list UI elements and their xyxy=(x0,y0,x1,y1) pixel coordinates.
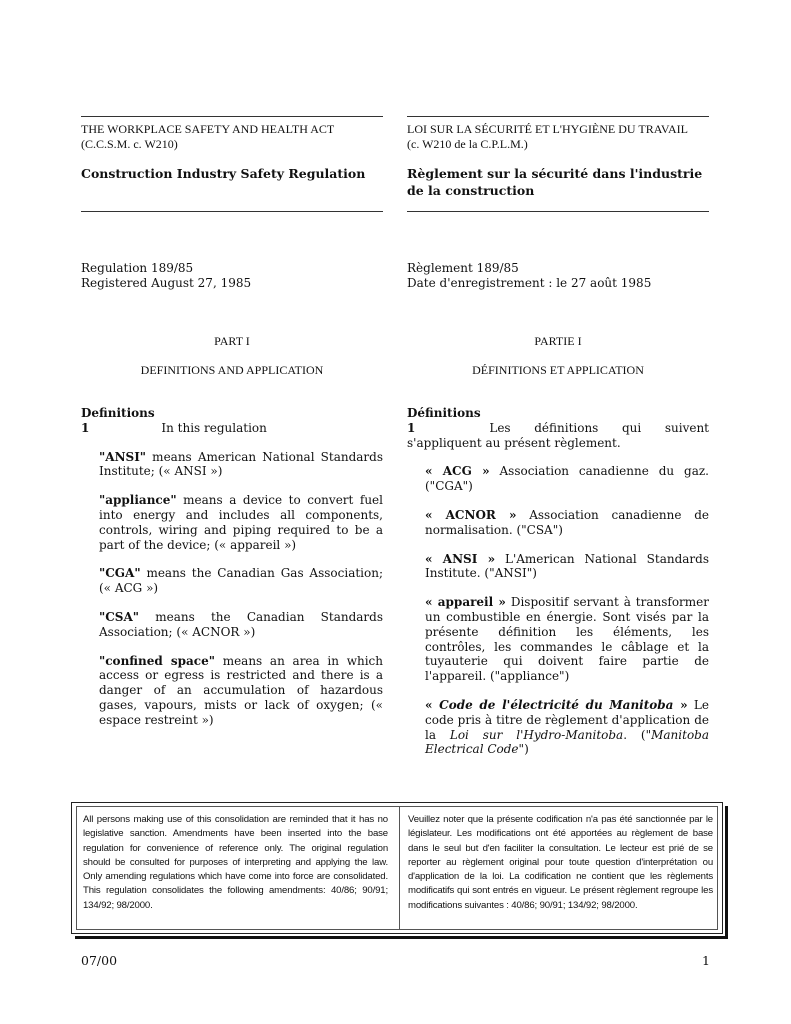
left-def-text: means an area in which access or egress is restricted and there is a danger of an accumulation of hazardous gases, vapours, mists or lack of oxygen; (« espace restreint ») xyxy=(99,653,383,727)
notice-box-inner xyxy=(76,806,718,930)
left-def-appliance xyxy=(81,493,383,552)
right-definitions-section xyxy=(407,406,709,771)
left-title-rule xyxy=(81,211,383,212)
footer-date: 07/00 xyxy=(81,953,118,968)
right-def-act-name: Loi sur l'Hydro-Manitoba xyxy=(449,727,624,742)
right-definitions-heading: Définitions xyxy=(407,406,481,420)
left-def-term: "ANSI" xyxy=(99,449,147,464)
left-regulation-info xyxy=(81,261,383,291)
right-def-open-quote: « xyxy=(425,697,440,712)
left-def-csa xyxy=(81,610,383,640)
left-def-text: means a device to convert fuel into energy and includes all components, controls, wiring and piping required to be a part of the device; (« appareil ») xyxy=(99,493,383,552)
left-part-title: DEFINITIONS AND APPLICATION xyxy=(140,363,324,377)
left-section-number: 1 xyxy=(81,420,90,435)
right-section-intro: Les définitions qui suivent s'appliquent au présent règlement. xyxy=(407,420,709,450)
page-number: 1 xyxy=(702,953,710,968)
left-definitions-heading: Definitions xyxy=(81,406,155,420)
left-def-term: "CGA" xyxy=(99,566,141,581)
left-def-term: "confined space" xyxy=(99,653,215,668)
right-def-code-electricite xyxy=(407,698,709,757)
left-def-text: means the Canadian Gas Association; (« ACG ») xyxy=(99,566,383,596)
right-def-text: Le code pris à titre de règlement d'application de la xyxy=(425,697,709,742)
right-def-term: « appareil » xyxy=(425,595,506,610)
right-act-header xyxy=(407,122,717,152)
right-def-term: « ACG » xyxy=(425,464,490,479)
right-section-number: 1 xyxy=(407,420,416,435)
right-def-text: . (" xyxy=(623,727,652,742)
right-regulation-number: Règlement 189/85 xyxy=(407,261,519,275)
left-definitions-section xyxy=(81,406,383,742)
notice-french: Veuillez noter que la présente codification n'a pas été sanctionnée par le législateur. Les modifications ont été apportées au règlement de base dans le seul but d'en faciliter la consultation. Le lecteur est prié de se reporter au règlement original pour toute question d'interprétation ou d'application de la loi. La codification ne contient que les règlements modificatifs qui sont entrés en vigueur. Le présent règlement regroupe les modifications suivantes : 40/86; 90/91; 134/92; 98/2000. xyxy=(408,814,713,911)
left-regulation-title: Construction Industry Safety Regulation xyxy=(81,166,366,181)
left-def-term: "CSA" xyxy=(99,609,140,624)
right-def-appareil xyxy=(407,595,709,684)
left-act-header xyxy=(81,122,383,152)
right-def-acnor xyxy=(407,508,709,538)
right-part-title: DÉFINITIONS ET APPLICATION xyxy=(472,363,644,377)
right-regulation-title: Règlement sur la sécurité dans l'industrie de la construction xyxy=(407,166,703,198)
right-def-text: L'American National Standards Institute. ("ANSI") xyxy=(425,551,709,581)
right-def-english-term: Manitoba Electrical Code xyxy=(425,727,709,757)
right-registered-date: Date d'enregistrement : le 27 août 1985 xyxy=(407,276,652,290)
left-section-1 xyxy=(81,421,383,436)
left-def-term: "appliance" xyxy=(99,493,177,508)
left-def-text: means American National Standards Institute; (« ANSI ») xyxy=(99,449,383,479)
left-def-confined-space xyxy=(81,654,383,728)
right-def-close-quote: » xyxy=(673,697,688,712)
left-registered-date: Registered August 27, 1985 xyxy=(81,276,252,290)
left-def-cga xyxy=(81,566,383,596)
left-act-name: THE WORKPLACE SAFETY AND HEALTH ACT xyxy=(81,122,335,136)
right-section-1 xyxy=(407,421,709,451)
right-title-rule xyxy=(407,211,709,212)
right-def-text: Association canadienne de normalisation. ("CSA") xyxy=(425,507,709,537)
right-act-citation: (c. W210 de la C.P.L.M.) xyxy=(407,137,528,151)
notice-box xyxy=(71,802,723,934)
right-top-rule xyxy=(407,116,709,117)
right-def-ansi xyxy=(407,552,709,582)
right-def-text: ") xyxy=(518,742,529,757)
right-regulation-info xyxy=(407,261,711,291)
left-top-rule xyxy=(81,116,383,117)
left-def-ansi xyxy=(81,450,383,480)
right-part-label: PARTIE I xyxy=(534,334,582,348)
left-section-intro: In this regulation xyxy=(161,420,267,435)
notice-divider xyxy=(399,807,400,929)
right-def-text: Dispositif servant à transformer un combustible en énergie. Sont visés par la présente définition les éléments, les contrôles, les commandes le câblage et la tuyauterie qui doivent faire partie de l'appareil. ("appliance") xyxy=(425,595,710,684)
left-def-text: means the Canadian Standards Association; (« ACNOR ») xyxy=(99,609,383,639)
left-act-citation: (C.C.S.M. c. W210) xyxy=(81,137,178,151)
right-def-term: Code de l'électricité du Manitoba xyxy=(439,697,674,712)
right-def-acg xyxy=(407,464,709,494)
left-part-label: PART I xyxy=(214,334,250,348)
right-def-text: Association canadienne du gaz. ("CGA") xyxy=(425,464,709,494)
right-def-term: « ANSI » xyxy=(425,551,496,566)
right-def-term: « ACNOR » xyxy=(425,507,517,522)
right-act-name: LOI SUR LA SÉCURITÉ ET L'HYGIÈNE DU TRAVAIL xyxy=(407,122,688,136)
notice-english: All persons making use of this consolidation are reminded that it has no legislative sanction. Amendments have been inserted into the base regulation for convenience of reference only. The original regulation should be consulted for purposes of interpreting and applying the law. Only amending regulations which have come into force are consolidated. This regulation consolidates the following amendments: 40/86; 90/91; 134/92; 98/2000. xyxy=(83,814,388,911)
left-regulation-number: Regulation 189/85 xyxy=(81,261,194,275)
